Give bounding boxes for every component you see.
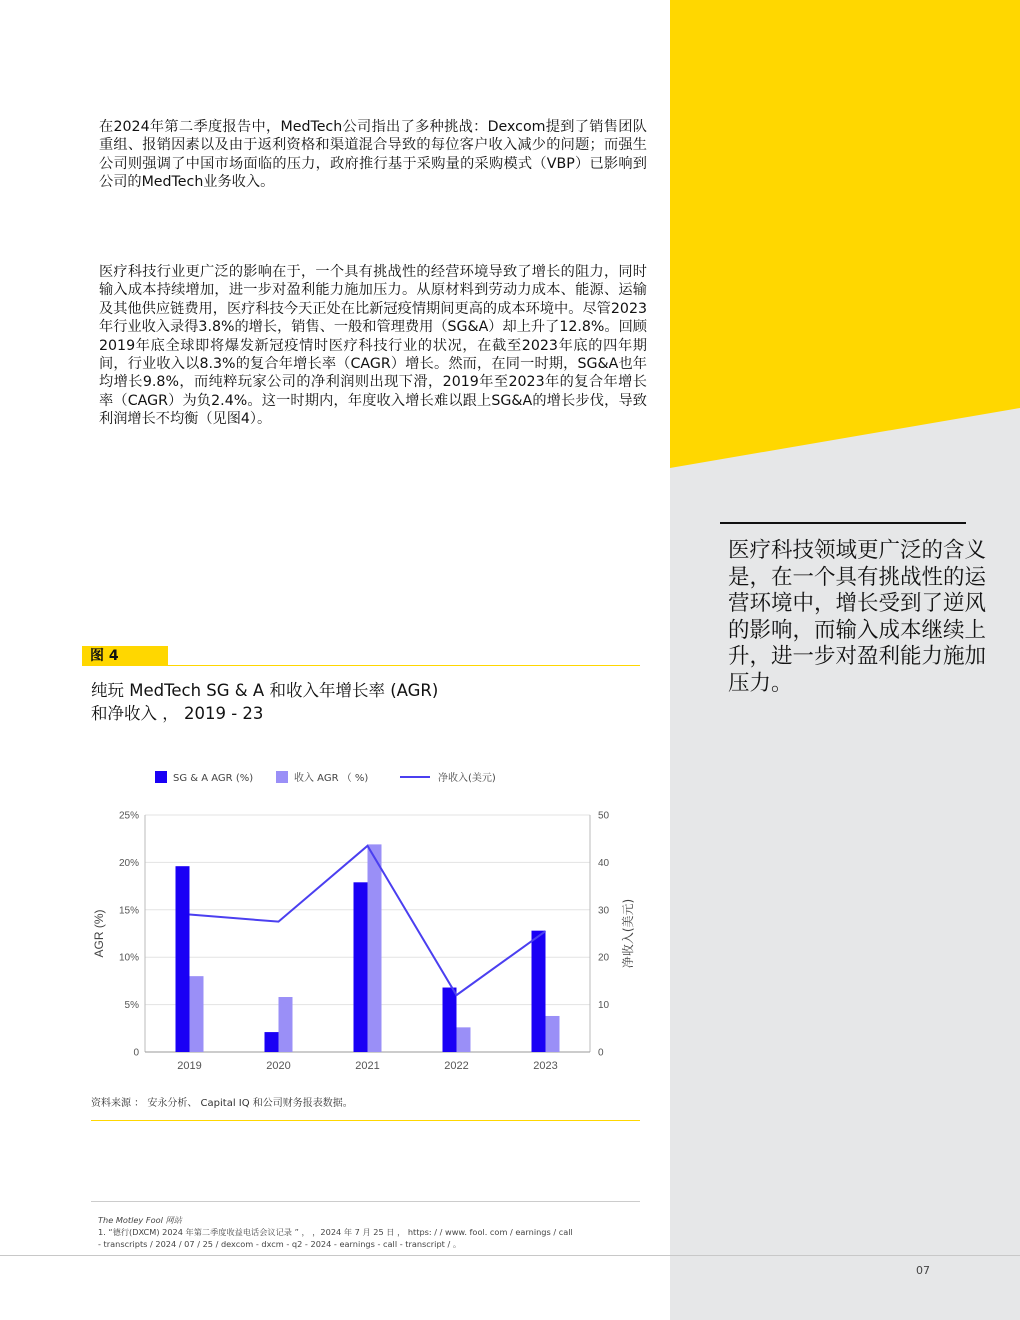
bar-sga — [176, 866, 190, 1052]
figure-rule — [168, 665, 640, 666]
bar-sga — [443, 988, 457, 1052]
y-tick-label: 20% — [118, 857, 139, 869]
y-tick-label: 15% — [118, 905, 139, 917]
y2-tick-label: 50 — [598, 810, 610, 822]
bar-revenue — [368, 844, 382, 1052]
body-paragraph-2: 医疗科技行业更广泛的影响在于，一个具有挑战性的经营环境导致了增长的阻力，同时输入成本持续增加，进一步对盈利能力施加压力。从原材料到劳动力成本、能源、运输及其他供应链费用，医疗科技今天正处在比新冠疫情期间更高的成本环境中。尽管2023年行业收入录得3.8%的增长，销售、一般和管理费用（SG&A）却上升了12.8%。回顾2019年底全球即将爆发新冠疫情时医疗科技行业的状况，在截至2023年底的四年期间，行业收入以8.3%的复合年增长率（CAGR）增长。然而，在同一时期，SG&A也年均增长9.8%，而纯粹玩家公司的净利润则出现下滑，2019年至2023年的复合年增长率（CAGR）为负2.4%。这一时期内，年度收入增长难以跟上SG&A的增长步伐，导致利润增长不均衡（见图4）。 — [99, 264, 647, 428]
figure-chart — [85, 760, 635, 1080]
bar-revenue — [546, 1016, 560, 1052]
figure-tag: 图 4 — [82, 646, 168, 666]
figure-title-line-2: 和净收入 ， 2019 - 23 — [91, 704, 264, 723]
legend-label: 收入 AGR （ %) — [294, 773, 369, 784]
figure-title — [91, 679, 631, 725]
pull-quote: 医疗科技领域更广泛的含义是，在一个具有挑战性的运营环境中，增长受到了逆风的影响，而输入成本继续上升，进一步对盈利能力施加压力。 — [728, 538, 987, 696]
y2-tick-label: 30 — [598, 905, 610, 917]
legend-label: SG & A AGR (%) — [173, 773, 254, 784]
legend-swatch — [276, 771, 288, 783]
y2-tick-label: 0 — [598, 1047, 604, 1059]
bar-sga — [532, 931, 546, 1052]
x-tick-label: 2019 — [177, 1060, 202, 1072]
y-tick-label: 5% — [124, 1000, 139, 1012]
pull-quote-rule — [720, 522, 966, 524]
legend-swatch — [155, 771, 167, 783]
y2-tick-label: 40 — [598, 857, 610, 869]
figure-title-line-1: 纯玩 MedTech SG & A 和收入年增长率 (AGR) — [91, 681, 439, 700]
source-rule — [91, 1120, 640, 1121]
footnote — [98, 1214, 578, 1250]
y2-tick-label: 20 — [598, 952, 610, 964]
y2-tick-label: 10 — [598, 1000, 610, 1012]
bar-revenue — [190, 976, 204, 1052]
y-tick-label: 0 — [133, 1047, 139, 1059]
y-tick-label: 25% — [118, 810, 139, 822]
bar-sga — [265, 1032, 279, 1052]
x-tick-label: 2021 — [355, 1060, 380, 1072]
bar-revenue — [279, 997, 293, 1052]
legend-label: 净收入(美元) — [438, 773, 496, 784]
footnote-text: 1. “德行(DXCM) 2024 年第二季度收益电话会议记录 ” ， ，2024 年 7 月 25 日 ， https: / / www. fool. com / earnings / call - transcripts / 2024 / 07 / 25 / dexcom - dxcm - q2 - 2024 - earnings - call - transcript / 。 — [98, 1227, 573, 1249]
page-number: 07 — [916, 1264, 930, 1277]
y2-axis-label: 净收入(美元) — [621, 898, 635, 969]
page-bottom-rule — [0, 1255, 1020, 1256]
bar-sga — [354, 882, 368, 1052]
figure-source: 资料来源 ： 安永分析、 Capital IQ 和公司财务报表数据。 — [91, 1098, 353, 1109]
x-tick-label: 2022 — [444, 1060, 469, 1072]
footnote-rule — [91, 1201, 640, 1202]
footnote-site: The Motley Fool 网站 — [98, 1215, 182, 1225]
x-tick-label: 2020 — [266, 1060, 291, 1072]
body-paragraph-1: 在2024年第二季度报告中，MedTech公司指出了多种挑战：Dexcom提到了销售团队重组、报销因素以及由于返利资格和渠道混合导致的每位客户收入减少的问题；而强生公司则强调了中国市场面临的压力，政府推行基于采购量的采购模式（VBP）已影响到公司的MedTech业务收入。 — [99, 119, 647, 191]
x-tick-label: 2023 — [533, 1060, 558, 1072]
y-tick-label: 10% — [118, 952, 139, 964]
bar-revenue — [457, 1027, 471, 1052]
y-axis-label: AGR (%) — [92, 909, 106, 958]
